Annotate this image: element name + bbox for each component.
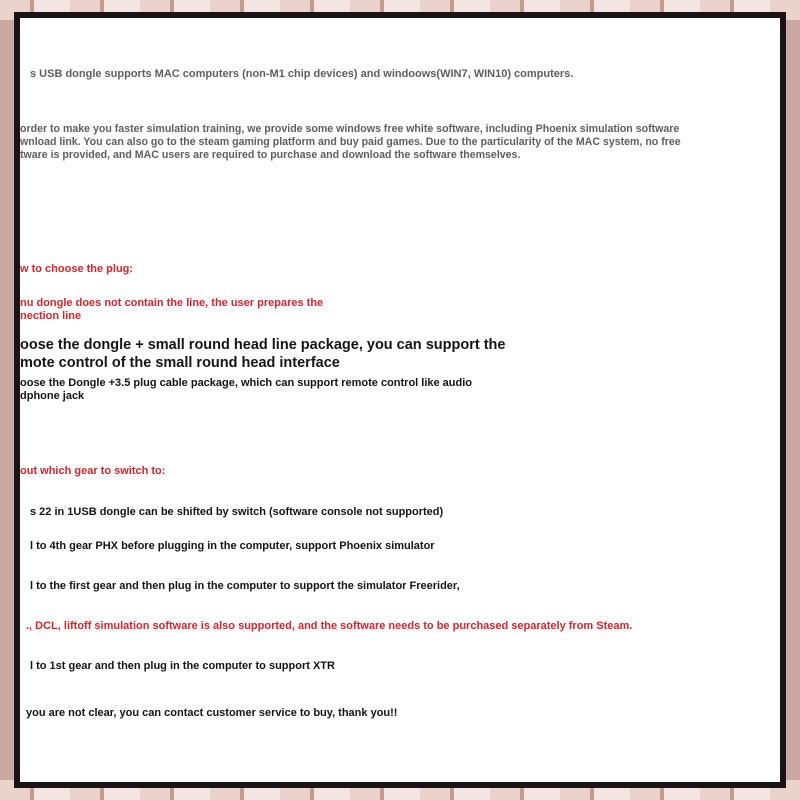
gear-line-freerider: l to the first gear and then plug in the computer to support the simulator Freerider,	[30, 580, 460, 592]
document-frame	[14, 12, 786, 788]
gear-section-heading: out which gear to switch to:	[20, 465, 166, 477]
intro-compatibility-line: s USB dongle supports MAC computers (non-M1 chip devices) and windoows(WIN7, WIN10) computers.	[30, 68, 574, 80]
intro-software-paragraph: order to make you faster simulation training, we provide some windows free white software, including Phoenix simulation software wnload link. You can also go to the steam gaming platform and buy paid games. Due to the particularity of the MAC system, no free tware is provided, and MAC users are required to purchase and download the software themselves.	[20, 123, 681, 161]
contact-line: you are not clear, you can contact customer service to buy, thank you!!	[26, 707, 398, 719]
plug-option-3-5-jack: oose the Dongle +3.5 plug cable package, which can support remote control like audio dphone jack	[20, 377, 473, 402]
gear-line-steam: ., DCL, liftoff simulation software is also supported, and the software needs to be purchased separately from Steam.	[26, 620, 633, 632]
plug-line-note: nu dongle does not contain the line, the user prepares the nection line	[20, 297, 324, 322]
gear-line-switch: s 22 in 1USB dongle can be shifted by switch (software console not supported)	[30, 506, 444, 518]
gear-line-xtr: l to 1st gear and then plug in the computer to support XTR	[30, 660, 335, 672]
gear-line-phoenix: l to 4th gear PHX before plugging in the computer, support Phoenix simulator	[30, 540, 435, 552]
plug-option-small-round-head: oose the dongle + small round head line package, you can support the mote control of the small round head interface	[20, 337, 506, 371]
document-page	[20, 18, 780, 782]
plug-section-heading: w to choose the plug:	[20, 263, 134, 275]
